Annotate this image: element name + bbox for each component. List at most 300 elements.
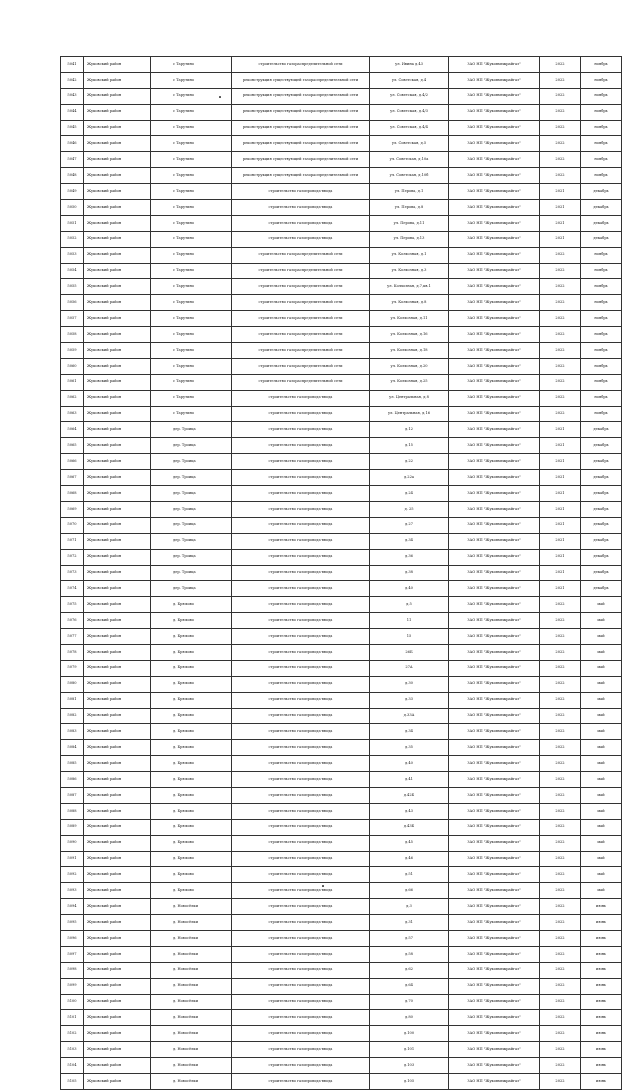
address-cell: д.66 [370,883,449,899]
work-type-cell: реконструкция существующей газораспределительной сети [232,120,370,136]
address-cell: д.30 [370,676,449,692]
row-number-cell: 5102 [61,1026,84,1042]
district-cell: Жуковский район [84,1042,151,1058]
contractor-cell: ЗАО НП "Жуковмежрайгаз" [449,1042,540,1058]
month-cell: декабрь [581,215,622,231]
settlement-cell: д. Брюхово [151,883,232,899]
district-cell: Жуковский район [84,152,151,168]
address-cell: ул. Колхозная, д.7,кв.1 [370,279,449,295]
contractor-cell: ЗАО НП "Жуковмежрайгаз" [449,803,540,819]
row-number-cell: 5084 [61,740,84,756]
settlement-cell: с Тарутино [151,120,232,136]
district-cell: Жуковский район [84,597,151,613]
work-type-cell: строительство газораспределительной сети [232,311,370,327]
work-type-cell: строительство газопровода-ввода [232,406,370,422]
table-row [61,1074,622,1090]
district-cell: Жуковский район [84,819,151,835]
work-type-cell: строительство газораспределительной сети [232,327,370,343]
district-cell: Жуковский район [84,740,151,756]
month-cell: июнь [581,1042,622,1058]
settlement-cell: с Тарутино [151,136,232,152]
year-cell: 2022 [540,835,581,851]
work-type-cell: строительство газопровода-ввода [232,613,370,629]
work-type-cell: строительство газопровода-ввода [232,676,370,692]
table-row [61,517,622,533]
contractor-cell: ЗАО НП "Жуковмежрайгаз" [449,851,540,867]
work-type-cell: строительство газопровода-ввода [232,867,370,883]
month-cell: ноябрь [581,406,622,422]
year-cell: 2022 [540,295,581,311]
district-cell: Жуковский район [84,962,151,978]
table-row [61,247,622,263]
year-cell: 2022 [540,803,581,819]
table-row [61,57,622,73]
work-type-cell: строительство газопровода-ввода [232,1010,370,1026]
settlement-cell: дер. Троица [151,438,232,454]
district-cell: Жуковский район [84,374,151,390]
district-cell: Жуковский район [84,613,151,629]
work-type-cell: строительство газопровода-ввода [232,470,370,486]
year-cell: 2022 [540,899,581,915]
work-type-cell: строительство газопровода-ввода [232,978,370,994]
year-cell: 2022 [540,629,581,645]
row-number-cell: 5064 [61,422,84,438]
table-row [61,215,622,231]
year-cell: 2022 [540,1058,581,1074]
month-cell: ноябрь [581,327,622,343]
year-cell: 2022 [540,660,581,676]
year-cell: 2022 [540,644,581,660]
row-number-cell: 5059 [61,343,84,359]
contractor-cell: ЗАО НП "Жуковмежрайгаз" [449,422,540,438]
month-cell: декабрь [581,454,622,470]
month-cell: ноябрь [581,263,622,279]
address-cell: ул. Перова, д.1 [370,184,449,200]
row-number-cell: 5091 [61,851,84,867]
district-cell: Жуковский район [84,104,151,120]
contractor-cell: ЗАО НП "Жуковмежрайгаз" [449,57,540,73]
contractor-cell: ЗАО НП "Жуковмежрайгаз" [449,533,540,549]
row-number-cell: 5073 [61,565,84,581]
table-row [61,772,622,788]
district-cell: Жуковский район [84,867,151,883]
row-number-cell: 5048 [61,168,84,184]
address-cell: ул. Ивина д.43 [370,57,449,73]
address-cell: д.27 [370,517,449,533]
year-cell: 2022 [540,311,581,327]
month-cell: декабрь [581,438,622,454]
contractor-cell: ЗАО НП "Жуковмежрайгаз" [449,470,540,486]
month-cell: декабрь [581,549,622,565]
row-number-cell: 5078 [61,644,84,660]
year-cell: 2022 [540,1026,581,1042]
contractor-cell: ЗАО НП "Жуковмежрайгаз" [449,247,540,263]
contractor-cell: ЗАО НП "Жуковмежрайгаз" [449,724,540,740]
work-type-cell: строительство газопровода-ввода [232,994,370,1010]
month-cell: ноябрь [581,120,622,136]
work-type-cell: строительство газопровода-ввода [232,215,370,231]
district-cell: Жуковский район [84,454,151,470]
district-cell: Жуковский район [84,1010,151,1026]
district-cell: Жуковский район [84,756,151,772]
settlement-cell: с Тарутино [151,327,232,343]
month-cell: июнь [581,978,622,994]
year-cell: 2021 [540,486,581,502]
row-number-cell: 5081 [61,692,84,708]
settlement-cell: с Тарутино [151,215,232,231]
address-cell: д.36 [370,549,449,565]
settlement-cell: дер. Троица [151,486,232,502]
district-cell: Жуковский район [84,200,151,216]
settlement-cell: с Тарутино [151,168,232,184]
contractor-cell: ЗАО НП "Жуковмежрайгаз" [449,692,540,708]
year-cell: 2022 [540,676,581,692]
month-cell: май [581,629,622,645]
month-cell: май [581,644,622,660]
district-cell: Жуковский район [84,787,151,803]
work-type-cell: реконструкция существующей газораспределительной сети [232,136,370,152]
settlement-cell: дер. Троица [151,565,232,581]
settlement-cell: д. Брюхово [151,692,232,708]
district-cell: Жуковский район [84,1026,151,1042]
row-number-cell: 5063 [61,406,84,422]
month-cell: май [581,756,622,772]
row-number-cell: 5051 [61,215,84,231]
month-cell: декабрь [581,231,622,247]
address-cell: д.5 [370,597,449,613]
settlement-cell: с Тарутино [151,279,232,295]
row-number-cell: 5066 [61,454,84,470]
contractor-cell: ЗАО НП "Жуковмежрайгаз" [449,327,540,343]
month-cell: июнь [581,994,622,1010]
district-cell: Жуковский район [84,772,151,788]
year-cell: 2022 [540,787,581,803]
month-cell: ноябрь [581,390,622,406]
contractor-cell: ЗАО НП "Жуковмежрайгаз" [449,676,540,692]
settlement-cell: дер. Троица [151,533,232,549]
contractor-cell: ЗАО НП "Жуковмежрайгаз" [449,343,540,359]
year-cell: 2022 [540,867,581,883]
address-cell: 15 [370,629,449,645]
row-number-cell: 5075 [61,597,84,613]
district-cell: Жуковский район [84,327,151,343]
work-type-cell: строительство газопровода-ввода [232,629,370,645]
work-type-cell: строительство газопровода-ввода [232,597,370,613]
district-cell: Жуковский район [84,88,151,104]
district-cell: Жуковский район [84,1058,151,1074]
district-cell: Жуковский район [84,438,151,454]
year-cell: 2022 [540,374,581,390]
table-row [61,597,622,613]
district-cell: Жуковский район [84,263,151,279]
table-row [61,390,622,406]
address-cell: д.35 [370,740,449,756]
month-cell: июнь [581,1058,622,1074]
table-row [61,692,622,708]
address-cell: д.34 [370,724,449,740]
row-number-cell: 5068 [61,486,84,502]
table-row [61,644,622,660]
contractor-cell: ЗАО НП "Жуковмежрайгаз" [449,120,540,136]
row-number-cell: 5074 [61,581,84,597]
district-cell: Жуковский район [84,517,151,533]
district-cell: Жуковский район [84,57,151,73]
year-cell: 2022 [540,1010,581,1026]
address-cell: д.34 [370,533,449,549]
year-cell: 2022 [540,819,581,835]
year-cell: 2022 [540,772,581,788]
month-cell: ноябрь [581,136,622,152]
address-cell: д.64 [370,978,449,994]
month-cell: май [581,819,622,835]
contractor-cell: ЗАО НП "Жуковмежрайгаз" [449,358,540,374]
row-number-cell: 5098 [61,962,84,978]
address-cell: ул. Перова, д.8 [370,200,449,216]
district-cell: Жуковский район [84,549,151,565]
month-cell: июнь [581,1074,622,1090]
month-cell: декабрь [581,517,622,533]
settlement-cell: д. Брюхово [151,787,232,803]
work-type-cell: реконструкция существующей газораспределительной сети [232,72,370,88]
year-cell: 2022 [540,327,581,343]
address-cell: д.38 [370,565,449,581]
contractor-cell: ЗАО НП "Жуковмежрайгаз" [449,1074,540,1090]
table-row [61,629,622,645]
settlement-cell: с Тарутино [151,358,232,374]
contractor-cell: ЗАО НП "Жуковмежрайгаз" [449,629,540,645]
contractor-cell: ЗАО НП "Жуковмежрайгаз" [449,867,540,883]
address-cell: д.43Б [370,819,449,835]
contractor-cell: ЗАО НП "Жуковмежрайгаз" [449,978,540,994]
contractor-cell: ЗАО НП "Жуковмежрайгаз" [449,835,540,851]
month-cell: декабрь [581,533,622,549]
year-cell: 2021 [540,231,581,247]
address-cell: ул. Колхозная, д.25 [370,374,449,390]
row-number-cell: 5085 [61,756,84,772]
contractor-cell: ЗАО НП "Жуковмежрайгаз" [449,438,540,454]
settlement-cell: дер. Троица [151,549,232,565]
row-number-cell: 5094 [61,899,84,915]
row-number-cell: 5047 [61,152,84,168]
table-row [61,533,622,549]
contractor-cell: ЗАО НП "Жуковмежрайгаз" [449,613,540,629]
row-number-cell: 5043 [61,88,84,104]
contractor-cell: ЗАО НП "Жуковмежрайгаз" [449,756,540,772]
month-cell: декабрь [581,486,622,502]
year-cell: 2022 [540,756,581,772]
contractor-cell: ЗАО НП "Жуковмежрайгаз" [449,486,540,502]
row-number-cell: 5049 [61,184,84,200]
settlement-cell: с Тарутино [151,200,232,216]
district-cell: Жуковский район [84,215,151,231]
table-row [61,930,622,946]
settlement-cell: д. Брюхово [151,740,232,756]
settlement-cell: д. Новосёлки [151,1010,232,1026]
settlement-cell: д. Новосёлки [151,1058,232,1074]
work-type-cell: строительство газопровода-ввода [232,501,370,517]
contractor-cell: ЗАО НП "Жуковмежрайгаз" [449,962,540,978]
address-cell: ул. Колхозная, д.3 [370,263,449,279]
work-type-cell: строительство газопровода-ввода [232,184,370,200]
district-cell: Жуковский район [84,358,151,374]
month-cell: май [581,740,622,756]
district-cell: Жуковский район [84,72,151,88]
settlement-cell: с Тарутино [151,390,232,406]
gasification-table [60,56,622,1090]
month-cell: декабрь [581,581,622,597]
row-number-cell: 5080 [61,676,84,692]
row-number-cell: 5083 [61,724,84,740]
address-cell: д.33 [370,692,449,708]
work-type-cell: строительство газопровода-ввода [232,962,370,978]
address-cell: д.12 [370,422,449,438]
settlement-cell: д. Новосёлки [151,962,232,978]
district-cell: Жуковский район [84,311,151,327]
month-cell: декабрь [581,184,622,200]
year-cell: 2021 [540,454,581,470]
settlement-cell: д. Новосёлки [151,946,232,962]
contractor-cell: ЗАО НП "Жуковмежрайгаз" [449,597,540,613]
address-cell: ул. Центральная, д.8 [370,390,449,406]
month-cell: ноябрь [581,152,622,168]
month-cell: май [581,597,622,613]
contractor-cell: ЗАО НП "Жуковмежрайгаз" [449,454,540,470]
row-number-cell: 5097 [61,946,84,962]
work-type-cell: строительство газопровода-ввода [232,946,370,962]
settlement-cell: дер. Троица [151,454,232,470]
table-row [61,756,622,772]
address-cell: ул. Советская, д.10б [370,168,449,184]
month-cell: ноябрь [581,57,622,73]
district-cell: Жуковский район [84,629,151,645]
row-number-cell: 5045 [61,120,84,136]
table-row [61,501,622,517]
table-row [61,867,622,883]
year-cell: 2022 [540,930,581,946]
year-cell: 2022 [540,613,581,629]
year-cell: 2021 [540,565,581,581]
row-number-cell: 5056 [61,295,84,311]
month-cell: июнь [581,899,622,915]
row-number-cell: 5070 [61,517,84,533]
year-cell: 2022 [540,358,581,374]
work-type-cell: строительство газопровода-ввода [232,756,370,772]
table-row [61,486,622,502]
contractor-cell: ЗАО НП "Жуковмежрайгаз" [449,104,540,120]
district-cell: Жуковский район [84,279,151,295]
contractor-cell: ЗАО НП "Жуковмежрайгаз" [449,549,540,565]
settlement-cell: д. Брюхово [151,772,232,788]
year-cell: 2022 [540,883,581,899]
district-cell: Жуковский район [84,406,151,422]
contractor-cell: ЗАО НП "Жуковмежрайгаз" [449,994,540,1010]
district-cell: Жуковский район [84,168,151,184]
contractor-cell: ЗАО НП "Жуковмежрайгаз" [449,772,540,788]
settlement-cell: дер. Троица [151,470,232,486]
settlement-cell: д. Брюхово [151,835,232,851]
settlement-cell: дер. Троица [151,501,232,517]
year-cell: 2021 [540,549,581,565]
row-number-cell: 5041 [61,57,84,73]
settlement-cell: с Тарутино [151,57,232,73]
work-type-cell: строительство газопровода-ввода [232,899,370,915]
month-cell: ноябрь [581,343,622,359]
year-cell: 2022 [540,692,581,708]
row-number-cell: 5058 [61,327,84,343]
work-type-cell: строительство газопровода-ввода [232,724,370,740]
contractor-cell: ЗАО НП "Жуковмежрайгаз" [449,152,540,168]
contractor-cell: ЗАО НП "Жуковмежрайгаз" [449,279,540,295]
month-cell: июнь [581,946,622,962]
settlement-cell: д. Брюхово [151,676,232,692]
year-cell: 2022 [540,1042,581,1058]
work-type-cell: строительство газопровода-ввода [232,851,370,867]
table-row [61,1026,622,1042]
work-type-cell: строительство газопровода-ввода [232,740,370,756]
month-cell: июнь [581,962,622,978]
settlement-cell: с Тарутино [151,88,232,104]
row-number-cell: 5103 [61,1042,84,1058]
year-cell: 2022 [540,994,581,1010]
address-cell: д.24 [370,486,449,502]
district-cell: Жуковский район [84,533,151,549]
year-cell: 2021 [540,533,581,549]
month-cell: май [581,724,622,740]
contractor-cell: ЗАО НП "Жуковмежрайгаз" [449,915,540,931]
table-row [61,454,622,470]
table-row [61,787,622,803]
address-cell: д.100 [370,1026,449,1042]
row-number-cell: 5090 [61,835,84,851]
table-row [61,88,622,104]
table-row [61,470,622,486]
address-cell: ул. Колхозная, д.18 [370,343,449,359]
address-cell: д.51 [370,867,449,883]
settlement-cell: д. Брюхово [151,660,232,676]
year-cell: 2022 [540,915,581,931]
settlement-cell: с Тарутино [151,231,232,247]
scan-speck [219,96,221,98]
settlement-cell: д. Брюхово [151,803,232,819]
table-row [61,438,622,454]
table-row [61,231,622,247]
month-cell: ноябрь [581,311,622,327]
row-number-cell: 5100 [61,994,84,1010]
district-cell: Жуковский район [84,343,151,359]
address-cell: ул. Колхозная, д.16 [370,327,449,343]
table-row [61,835,622,851]
month-cell: декабрь [581,422,622,438]
row-number-cell: 5046 [61,136,84,152]
year-cell: 2022 [540,597,581,613]
district-cell: Жуковский район [84,120,151,136]
month-cell: май [581,613,622,629]
settlement-cell: с Тарутино [151,152,232,168]
work-type-cell: строительство газопровода-ввода [232,1042,370,1058]
year-cell: 2022 [540,851,581,867]
settlement-cell: с Тарутино [151,263,232,279]
work-type-cell: строительство газораспределительной сети [232,279,370,295]
work-type-cell: строительство газопровода-ввода [232,803,370,819]
address-cell: д.42Б [370,787,449,803]
contractor-cell: ЗАО НП "Жуковмежрайгаз" [449,406,540,422]
year-cell: 2022 [540,247,581,263]
row-number-cell: 5087 [61,787,84,803]
work-type-cell: строительство газопровода-ввода [232,1058,370,1074]
settlement-cell: с Тарутино [151,374,232,390]
work-type-cell: строительство газораспределительной сети [232,374,370,390]
table-row [61,565,622,581]
